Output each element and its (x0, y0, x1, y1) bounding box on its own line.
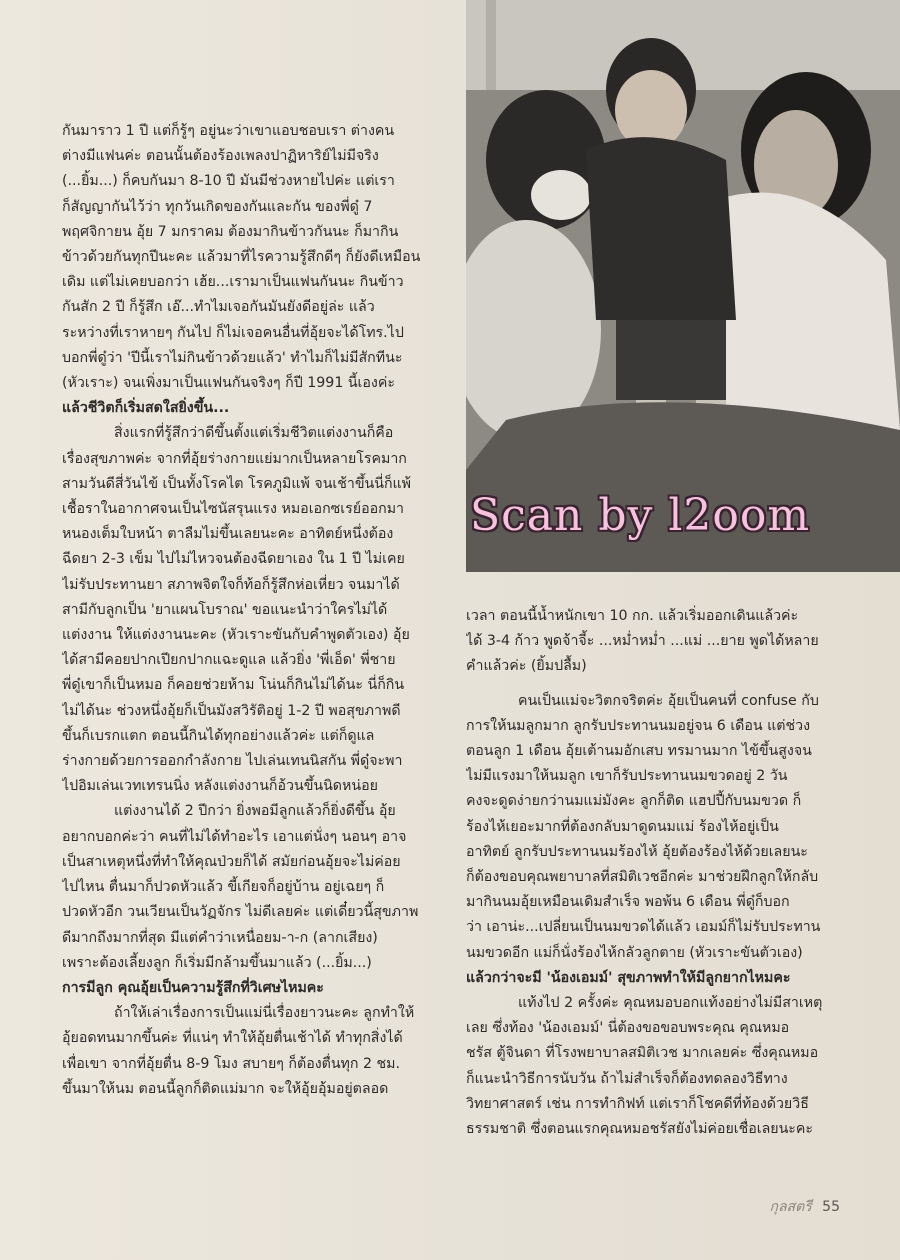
text-line: สามีกับลูกเป็น 'ยาแผนโบราณ' ขอแนะนำว่าใครไม่ได้ (62, 601, 388, 618)
text-line: การให้นมลูกมาก ลูกรับประทานนมอยู่จน 6 เดือน แต่ช่วง (466, 717, 810, 734)
text-line: ไม่ได้นะ ช่วงหนึ่งอุ้ยก็เป็นมังสวิรัติอยู่ 1-2 ปี พอสุขภาพดี (62, 702, 401, 719)
text-line: ไปอิมเล่นเวทเทรนนิ่ง หลังแต่งงานก็อ้วนขึ้นนิดหน่อย (62, 778, 378, 795)
text-line: สิ่งแรกที่รู้สึกว่าดีขึ้นตั้งแต่เริ่มชีวิตแต่งงานก็คือ (114, 425, 394, 442)
text-line: เรื่องสุขภาพค่ะ จากที่อุ้ยร่างกายแย่มากเป็นหลายโรคมาก (62, 450, 407, 467)
text-line: พฤศจิกายน อุ้ย 7 มกราคม ต้องมากินข้าวกันนะ ก็มากิน (62, 223, 399, 240)
text-line: ร้องไห้เยอะมากที่ต้องกลับมาดูดนมแม่ ร้องไห้อยู่เป็น (466, 818, 779, 835)
text-line: คำแล้วค่ะ (ยิ้มปลื้ม) (466, 658, 587, 675)
text-line: เวลา ตอนนี้น้ำหนักเขา 10 กก. แล้วเริ่มออกเดินแล้วค่ะ (466, 608, 799, 624)
text-line: กันสัก 2 ปี ก็รู้สึก เอ๊...ทำไมเจอกันมันยังดีอยู่ล่ะ แล้ว (62, 299, 375, 316)
text-line: บอกพี่ดู๋ว่า 'ปีนี้เราไม่กินข้าวด้วยแล้ว' ทำไมก็ไม่มีสักทีนะ (62, 349, 403, 366)
text-line: เพื่อเขา จากที่อุ้ยตื่น 8-9 โมง สบายๆ ก็ต้องตื่นทุก 2 ชม. (62, 1055, 401, 1072)
watermark: Scan by l2oom (470, 490, 811, 541)
text-line: เป็นสาเหตุหนึ่งที่ทำให้คุณป่วยก็ได้ สมัยก่อนอุ้ยจะไม่ค่อย (62, 853, 401, 870)
text-line: ได้ 3-4 ก้าว พูดจ้าจี้ะ ...หม่ำหม่ำ ...แม่ ...ยาย พูดได้หลาย (466, 633, 819, 650)
mother-and-baby-photo (466, 0, 900, 572)
text-line: ต่างมีแฟนค่ะ ตอนนั้นต้องร้องเพลงปาฏิหาริย์ไม่มีจริง (62, 148, 379, 165)
text-line: ฉีดยา 2-3 เข็ม ไปไม่ไหวจนต้องฉีดยาเอง ใน 1 ปี ไม่เคย (62, 551, 405, 568)
text-line: อาทิตย์ ลูกรับประทานนมร้องไห้ อุ้ยต้องร้องไห้ด้วยเลยนะ (466, 843, 808, 860)
text-line: วิทยาศาสตร์ เช่น การทำกิฟท์ แต่เราก็โชคดีที่ท้องด้วยวิธี (466, 1095, 809, 1112)
text-line: สามวันดีสี่วันไข้ เป็นทั้งโรคไต โรคภูมิแพ้ จนเช้าขึ้นนี่ก็แพ้ (62, 475, 412, 492)
section-heading: แล้วกว่าจะมี 'น้องเอมม์' สุขภาพทำให้มีลูกยากไหมคะ (466, 969, 791, 986)
article-column-right (466, 604, 844, 1142)
text-line: ชรัส ตู้จินดา ที่โรงพยาบาลสมิติเวช มากเลยค่ะ ซึ่งคุณหมอ (466, 1045, 819, 1062)
page-footer (770, 1196, 841, 1218)
text-line: อยากบอกค่ะว่า คนที่ไม่ได้ทำอะไร เอาแต่นั่งๆ นอนๆ อาจ (62, 828, 407, 845)
text-line: ถ้าให้เล่าเรื่องการเป็นแม่นี่เรื่องยาวนะคะ ลูกทำให้ (114, 1005, 415, 1022)
text-line: หนองเต็มใบหน้า ตาลืมไม่ขึ้นเลยนะคะ อาทิตย์หนึ่งต้อง (62, 526, 394, 543)
text-line: ขึ้นก็เบรกแตก ตอนนี้กินได้ทุกอย่างแล้วค่ะ แต่ก็ดูแล (62, 727, 375, 744)
text-line: คงจะดูดง่ายกว่านมแม่มังคะ ลูกก็ติด แฮปปี้กับนมขวด ก็ (466, 793, 802, 810)
text-line: ข้าวด้วยกันทุกปีนะคะ แล้วมาที่ไรความรู้สึกดีๆ ก็ยังดีเหมือน (62, 249, 421, 266)
text-line: พี่ดู๋เขาก็เป็นหมอ ก็คอยช่วยห้าม โน่นก็กินไม่ได้นะ นี่ก็กิน (62, 677, 405, 694)
text-line: แต่งงาน ให้แต่งงานนะคะ (หัวเราะขันกับคำพูดตัวเอง) อุ้ย (62, 627, 410, 644)
text-line: เชื้อราในอากาศจนเป็นไซนัสรุนแรง หมอเอกซเรย์ออกมา (62, 501, 405, 518)
text-line: ธรรมชาติ ซึ่งตอนแรกคุณหมอชรัสยังไม่ค่อยเชื่อเลยนะคะ (466, 1121, 814, 1138)
text-line: เพราะต้องเลี้ยงลูก ก็เริ่มมีกล้ามขึ้นมาแล้ว (...ยิ้ม...) (62, 954, 372, 971)
section-heading: การมีลูก คุณอุ้ยเป็นความรู้สึกที่วิเศษไหมคะ (62, 979, 324, 996)
text-line: ขึ้นมาให้นม ตอนนี้ลูกก็ติดแม่มาก จะให้อุ้ยอุ้มอยู่ตลอด (62, 1080, 389, 1097)
text-line: ไม่รับประทานยา สภาพจิตใจก็ท้อก็รู้สึกห่อเหี่ยว จนมาได้ (62, 576, 400, 593)
text-line: ดีมากถึงมากที่สุด มีแต่คำว่าเหนื่อยม-า-ก (ลากเสียง) (62, 929, 378, 946)
article-column-left (62, 119, 444, 1102)
text-line: (...ยิ้ม...) ก็คบกันมา 8-10 ปี มันมีช่วงหายไปค่ะ แต่เรา (62, 173, 395, 190)
text-line: ก็แนะนำวิธีการนับวัน ถ้าไม่สำเร็จก็ต้องทดลองวิธีทาง (466, 1070, 788, 1087)
text-line: กันมาราว 1 ปี แต่ก็รู้ๆ อยู่นะว่าเขาแอบชอบเรา ต่างคน (62, 123, 395, 139)
photo-illustration (466, 0, 900, 572)
text-line: แท้งไป 2 ครั้งค่ะ คุณหมอบอกแท้งอย่างไม่มีสาเหตุ (518, 995, 823, 1012)
text-line: ตอนลูก 1 เดือน อุ้ยเต้านมอักเสบ ทรมานมาก ไข้ขึ้นสูงจน (466, 743, 812, 760)
text-line: แต่งงานได้ 2 ปีกว่า ยิ่งพอมีลูกแล้วก็ยิ่งดีขึ้น อุ้ย (114, 803, 396, 820)
section-heading: แล้วชีวิตก็เริ่มสดใสยิ่งขึ้น... (62, 400, 230, 417)
text-line: อุ้ยอดทนมากขึ้นค่ะ ที่แน่ๆ ทำให้อุ้ยตื่นเช้าได้ ทำทุกสิ่งได้ (62, 1030, 403, 1047)
text-line: (หัวเราะ) จนเพิ่งมาเป็นแฟนกันจริงๆ ก็ปี 1991 นี้เองค่ะ (62, 375, 395, 392)
text-line: ระหว่างที่เราหายๆ กันไป ก็ไม่เจอคนอื่นที่อุ้ยจะได้โทร.ไป (62, 324, 404, 341)
page-number: 55 (822, 1199, 840, 1215)
text-line: มากินนมอุ้ยเหมือนเดิมสำเร็จ พอพ้น 6 เดือน พี่ดู๋ก็บอก (466, 894, 790, 911)
text-line: ร่างกายด้วยการออกกำลังกาย ไปเล่นเทนนิสกัน พี่ดู๋จะพา (62, 753, 403, 770)
text-line: นมขวดอีก แม่ก็นั่งร้องไห้กลัวลูกตาย (หัวเราะขันตัวเอง) (466, 944, 803, 961)
text-line: ไม่มีแรงมาให้นมลูก เขาก็รับประทานนมขวดอยู่ 2 วัน (466, 768, 788, 785)
text-line: ว่า เอาน่ะ...เปลี่ยนเป็นนมขวดได้แล้ว เอมม์ก็ไม่รับประทาน (466, 919, 821, 936)
text-line: ก็สัญญากันไว้ว่า ทุกวันเกิดของกันและกัน ของพี่ดู๋ 7 (62, 198, 373, 215)
text-line: ไปไหน ตื่นมาก็ปวดหัวแล้ว ขี้เกียจก็อยู่บ้าน อยู่เฉยๆ ก็ (62, 879, 385, 896)
text-line: ก็ต้องขอบคุณพยาบาลที่สมิติเวชอีกค่ะ มาช่วยฝึกลูกให้กลับ (466, 869, 819, 886)
text-line: เดิม แต่ไม่เคยบอกว่า เฮ้ย...เรามาเป็นแฟนกันนะ กินข้าว (62, 274, 404, 291)
magazine-name: กุลสตรี (769, 1199, 812, 1215)
text-line: เลย ซึ่งท้อง 'น้องเอมม์' นี่ต้องขอขอบพระคุณ คุณหมอ (466, 1020, 790, 1037)
text-line: ได้สามีคอยปากเปียกปากแฉะดูแล แล้วยิ่ง 'พี่เอ็ด' พี่ชาย (62, 652, 396, 669)
text-line: ปวดหัวอีก วนเวียนเป็นวัฏจักร ไม่ดีเลยค่ะ แต่เดี๋ยวนี้สุขภาพ (62, 904, 419, 921)
text-line: คนเป็นแม่จะวิตกจริตค่ะ อุ้ยเป็นคนที่ confuse กับ (518, 692, 819, 709)
